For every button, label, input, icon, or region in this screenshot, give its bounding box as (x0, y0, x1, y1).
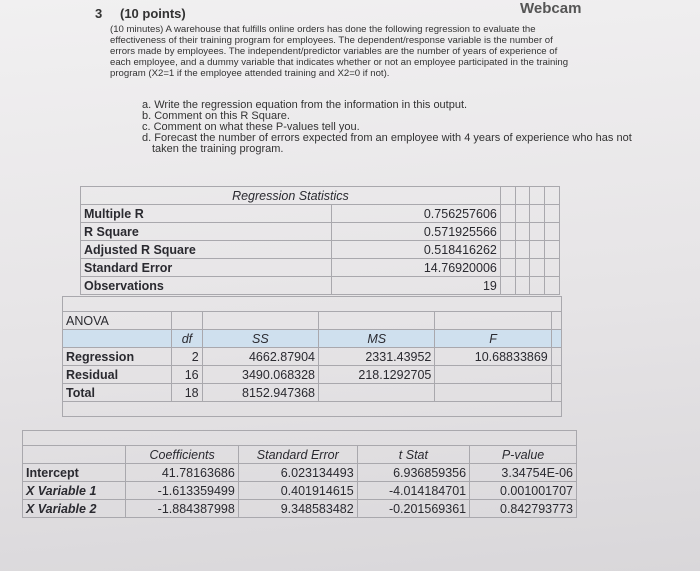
table-row: Residual 16 3490.068328 218.1292705 (63, 366, 562, 384)
question-item-a: a. Write the regression equation from the information in this output. (142, 99, 468, 111)
question-item-b: b. Comment on this R Square. (142, 110, 290, 122)
question-item-c: c. Comment on what these P-values tell you. (142, 121, 360, 133)
coefficients-table (22, 430, 577, 518)
table-row: Adjusted R Square 0.518416262 (81, 241, 560, 259)
webcam-overlay-label: Webcam (520, 0, 582, 17)
coefficients-header-row: Coefficients Standard Error t Stat P-value (23, 446, 577, 464)
table-row: Total 18 8152.947368 (63, 384, 562, 402)
table-row: Observations 19 (81, 277, 560, 295)
question-number: 3 (95, 6, 103, 21)
prompt-line: program (X2=1 if the employee attended training and X2=0 if not). (110, 68, 390, 79)
table-row: Regression 2 4662.87904 2331.43952 10.68833869 (63, 348, 562, 366)
regression-statistics-title: Regression Statistics (81, 187, 501, 205)
table-row: X Variable 2 -1.884387998 9.348583482 -0.201569361 0.842793773 (23, 500, 577, 518)
table-row: Multiple R 0.756257606 (81, 205, 560, 223)
table-row: Intercept 41.78163686 6.023134493 6.936859356 3.34754E-06 (23, 464, 577, 482)
table-row: X Variable 1 -1.613359499 0.401914615 -4.014184701 0.001001707 (23, 482, 577, 500)
question-item-d: d. Forecast the number of errors expected from an employee with 4 years of experience who has not (142, 132, 632, 144)
regression-statistics-table (80, 186, 560, 295)
prompt-line: each employee, and a dummy variable that indicates whether or not an employee participated in the training (110, 57, 569, 68)
prompt-line: errors made by employees. The independent/predictor variables are the number of years of experience of (110, 46, 558, 57)
table-row: R Square 0.571925566 (81, 223, 560, 241)
table-row: Standard Error 14.76920006 (81, 259, 560, 277)
anova-table (62, 296, 562, 417)
question-header (95, 6, 186, 21)
question-item-d-cont: taken the training program. (152, 143, 284, 155)
regression-output (22, 172, 577, 522)
points-label: (10 points) (120, 6, 186, 21)
prompt-line: (10 minutes) A warehouse that fulfills online orders has done the following regression to evaluate the (110, 24, 536, 35)
prompt-line: effectiveness of their training program for employees. The dependent/response variable is the number of (110, 35, 553, 46)
anova-title: ANOVA (63, 312, 172, 330)
question-list (142, 100, 632, 155)
question-prompt (110, 24, 690, 79)
anova-header-row: df SS MS F (63, 330, 562, 348)
